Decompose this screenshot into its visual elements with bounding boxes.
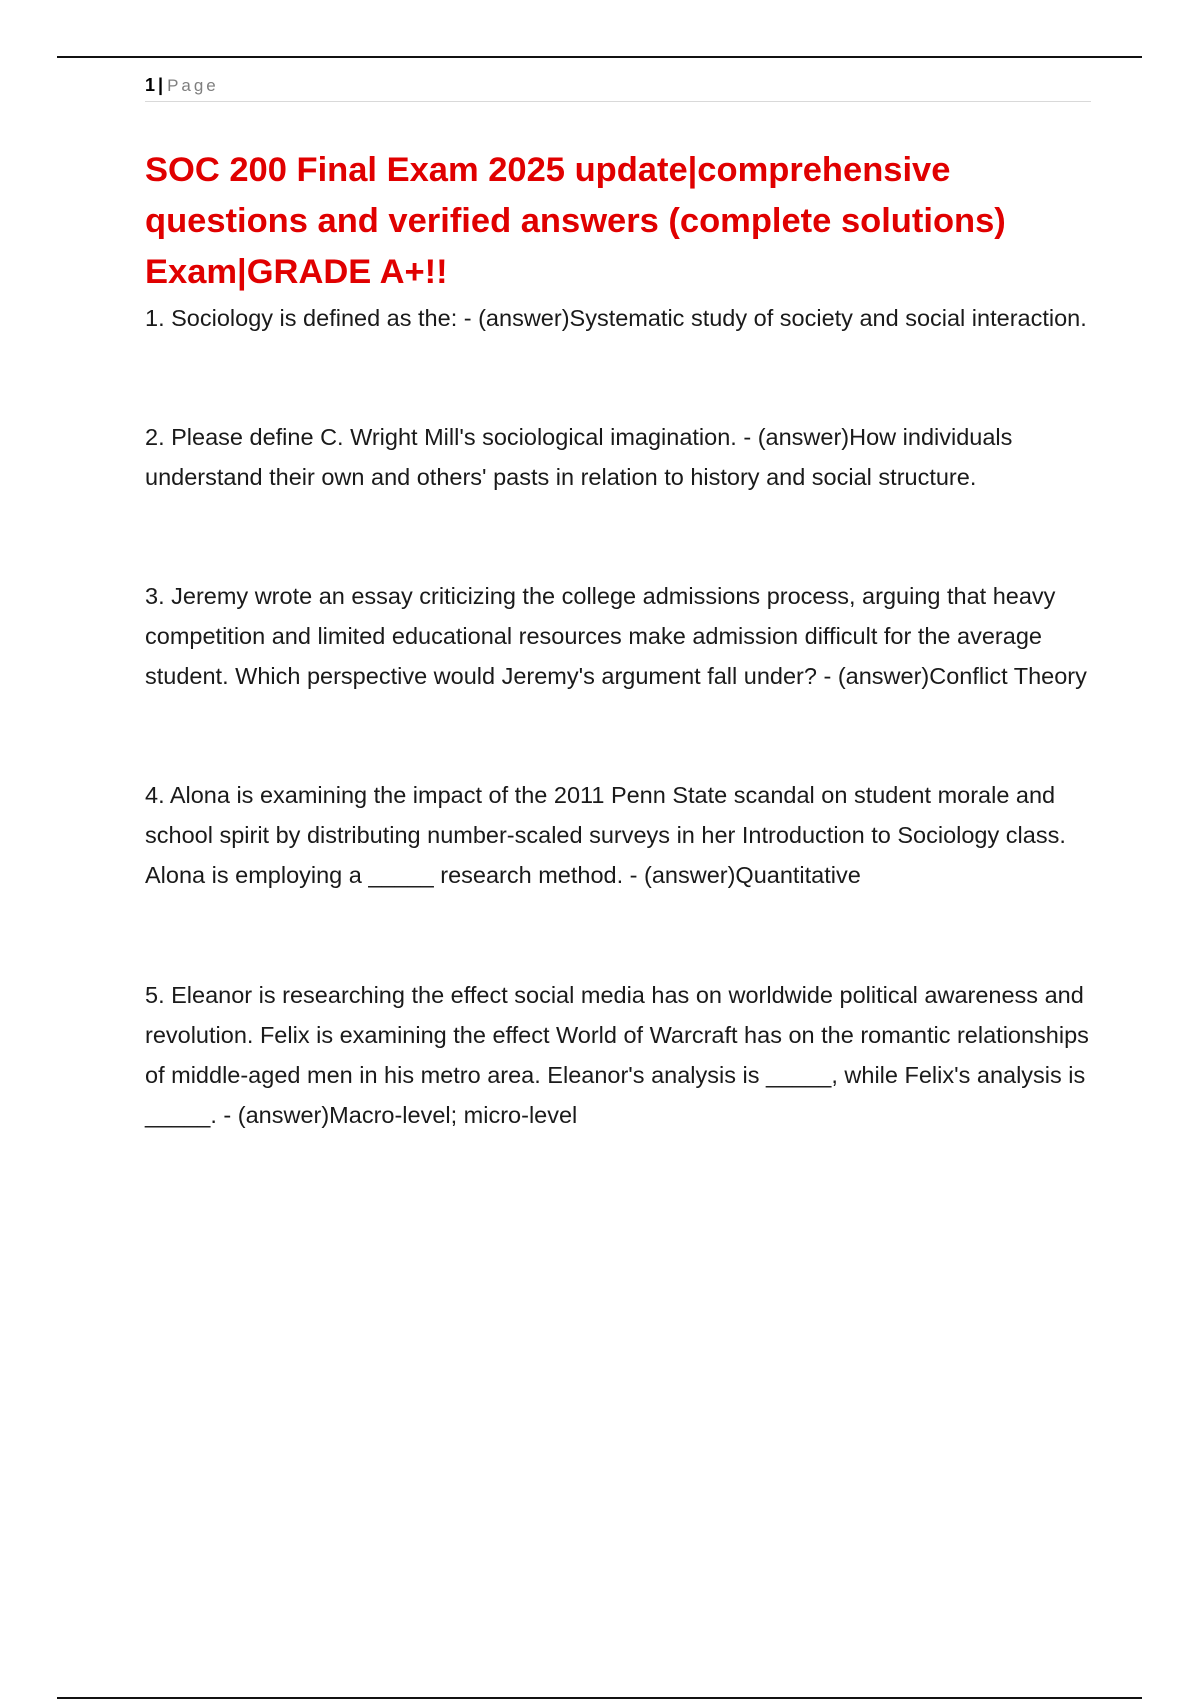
page-number-separator: |	[158, 75, 164, 95]
question-3: 3. Jeremy wrote an essay criticizing the college admissions process, arguing that heavy competition and limited educational resources make admission difficult for the average student. Which perspective would Jeremy's argument fall under? - (answer)Conflict Theory	[145, 583, 1087, 689]
page-top-rule	[57, 56, 1142, 58]
page-bottom-rule	[57, 1697, 1142, 1699]
page-header	[145, 70, 1091, 102]
document-title: SOC 200 Final Exam 2025 update|comprehensive questions and verified answers (complete solutions) Exam|GRADE A+!!	[145, 151, 1006, 291]
page-number: 1	[145, 75, 156, 95]
question-5: 5. Eleanor is researching the effect social media has on worldwide political awareness and revolution. Felix is examining the effect World of Warcraft has on the romantic relationships of middle-aged men in his metro area. Eleanor's analysis is _____, while Felix's analysis is _____. - (answer)Macro-level; micro-level	[145, 982, 1089, 1128]
question-4: 4. Alona is examining the impact of the 2011 Penn State scandal on student morale and school spirit by distributing number-scaled surveys in her Introduction to Sociology class. Alona is employing a _____ research method. - (answer)Quantitative	[145, 782, 1066, 888]
document-body	[145, 145, 1091, 1135]
page-label: Page	[167, 76, 219, 95]
question-2: 2. Please define C. Wright Mill's sociological imagination. - (answer)How individuals understand their own and others' pasts in relation to history and social structure.	[145, 424, 1013, 490]
question-1: 1. Sociology is defined as the: - (answer)Systematic study of society and social interaction.	[145, 305, 1087, 331]
